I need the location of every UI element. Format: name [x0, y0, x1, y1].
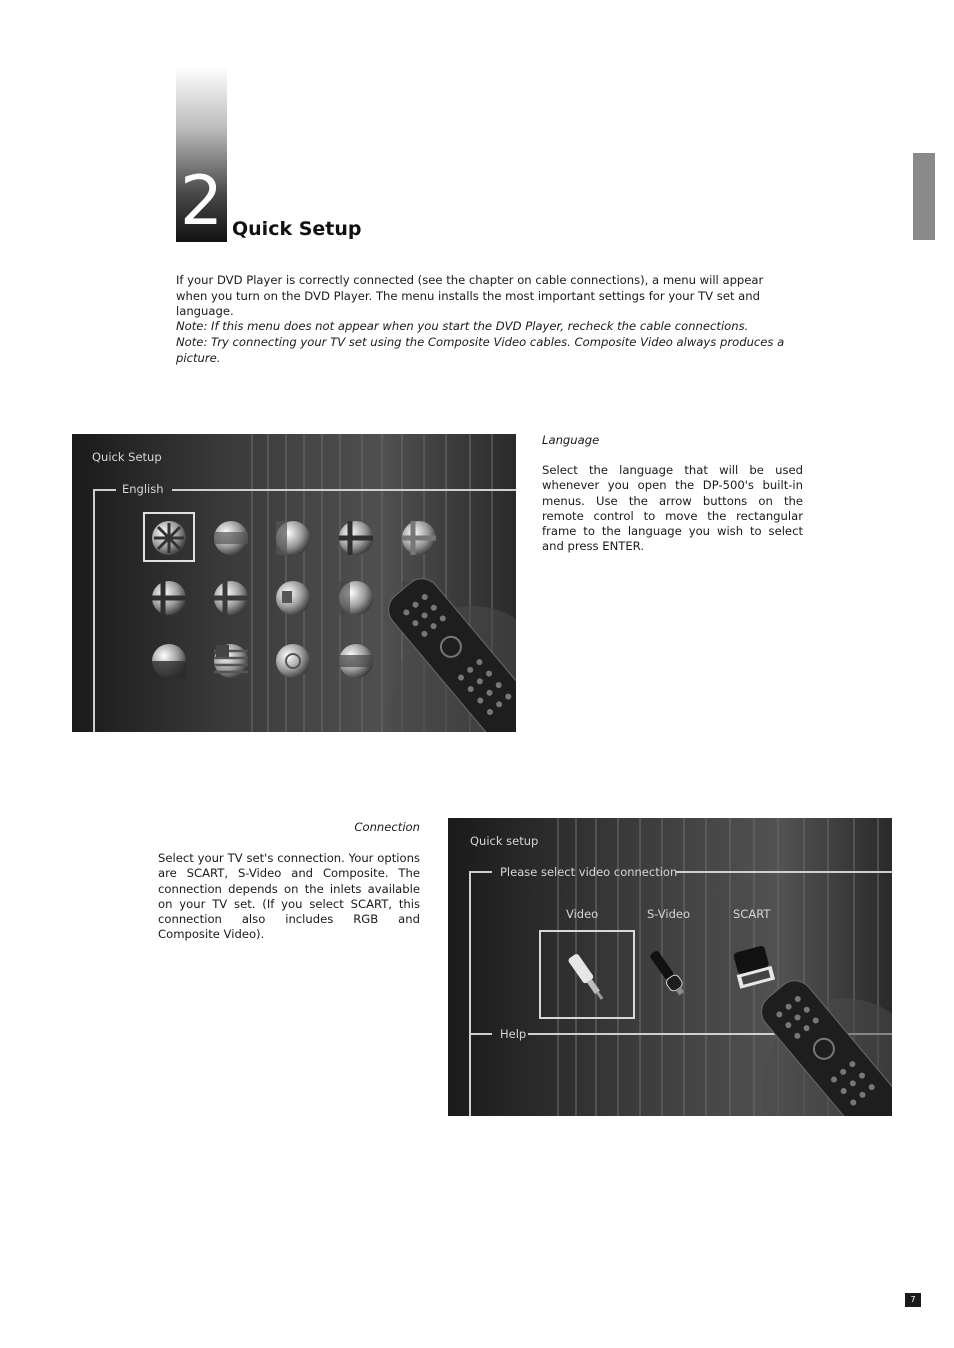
chapter-title: Quick Setup: [232, 218, 362, 240]
screen-title: Quick Setup: [92, 450, 162, 464]
connection-description: Select your TV set's connection. Your options are SCART, S-Video and Composite. The connection depends on the inlets available on your TV set. (If you select SCART, this connection also includes RGB and Composite Video).: [158, 851, 420, 942]
language-screenshot: [72, 434, 516, 732]
note-2: Note: Try connecting your TV set using the Composite Video cables. Composite Video always produces a picture.: [176, 335, 785, 365]
language-screen-graphic: [72, 434, 516, 732]
language-caption: Language: [542, 433, 600, 447]
screen-language-label: English: [122, 482, 164, 496]
option-video: Video: [566, 907, 599, 921]
connection-screen-graphic: [448, 818, 892, 1116]
page-number: 7: [905, 1293, 921, 1307]
language-description: Select the language that will be used whenever you open the DP-500's built-in menus. Use the arrow buttons on the remote control to move the rectangular frame to the language you wish to select and press ENTER.: [542, 463, 803, 554]
note-1: Note: If this menu does not appear when you start the DVD Player, recheck the cable connections.: [176, 319, 749, 333]
intro-paragraph: If your DVD Player is correctly connected (see the chapter on cable connections), a menu will appear when you turn on the DVD Player. The menu installs the most important settings for your TV set and language.: [176, 273, 764, 318]
screen-prompt: Please select video connection: [500, 865, 678, 879]
option-scart: SCART: [733, 907, 771, 921]
screen-help-label: Help: [500, 1027, 527, 1041]
chapter-number: 2: [179, 162, 224, 241]
side-tab-marker: [913, 153, 935, 240]
connection-screenshot: [448, 818, 892, 1116]
screen-title: Quick setup: [470, 834, 539, 848]
connection-caption: Connection: [354, 820, 420, 834]
option-s-video: S-Video: [647, 907, 690, 921]
